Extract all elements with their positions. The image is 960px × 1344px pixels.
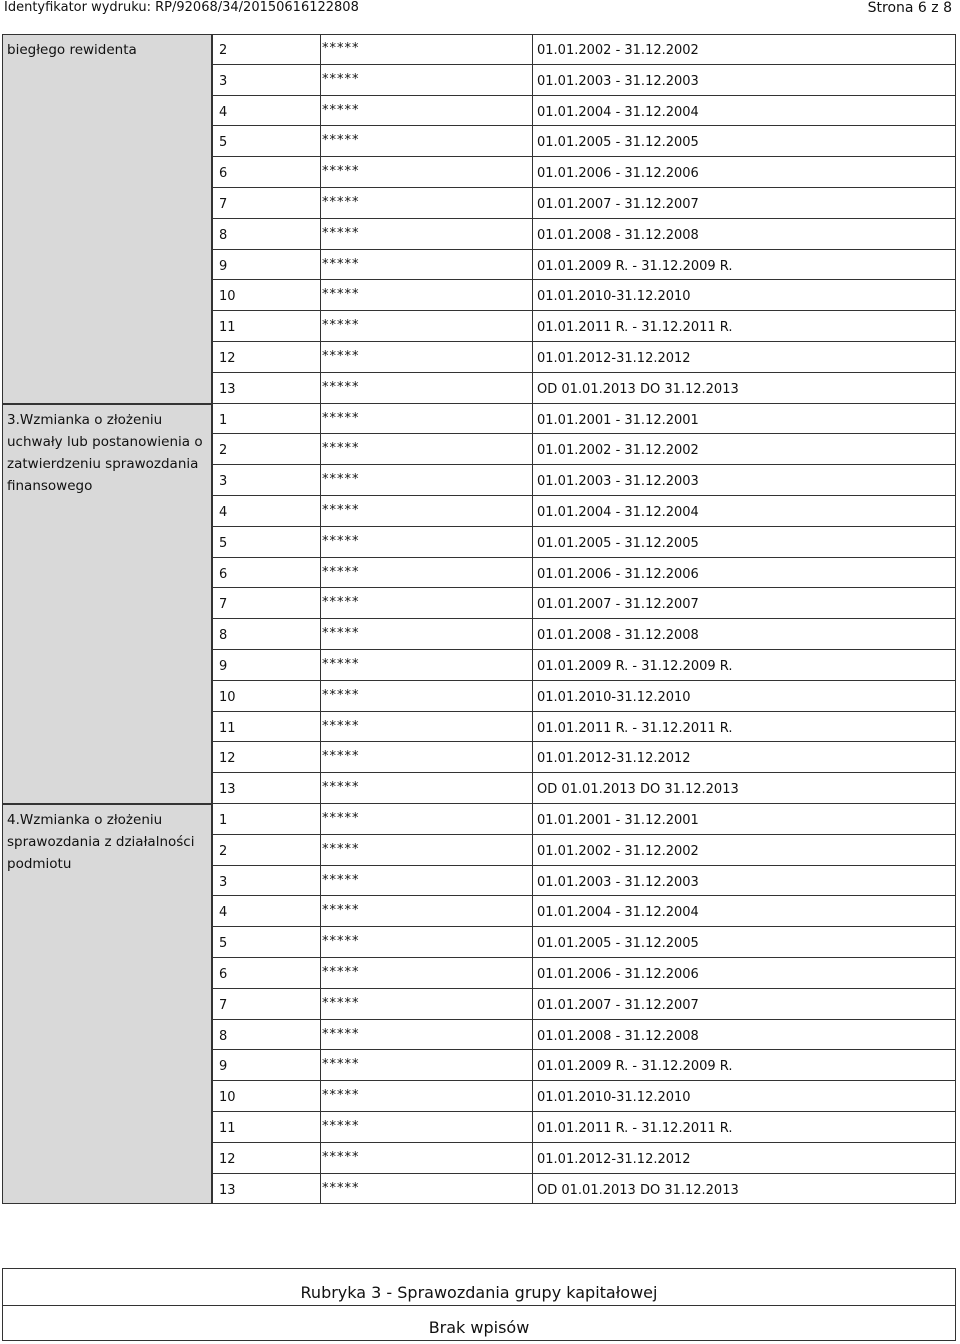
date-range: 01.01.2005 - 31.12.2005 [537, 135, 699, 151]
row-number: 13 [219, 1182, 236, 1198]
masked-value: ***** [322, 164, 360, 180]
masked-value: ***** [322, 656, 360, 672]
date-range: 01.01.2011 R. - 31.12.2011 R. [537, 1121, 733, 1136]
date-range: 01.01.2010-31.12.2010 [537, 1090, 691, 1106]
masked-value: ***** [322, 256, 360, 272]
table-row [212, 373, 956, 404]
table-row [212, 65, 956, 96]
masked-value: ***** [322, 595, 360, 611]
table-row [212, 866, 956, 897]
row-number: 1 [219, 813, 228, 828]
table-row [212, 157, 956, 188]
date-range: 01.01.2003 - 31.12.2003 [537, 73, 699, 89]
masked-value: ***** [322, 379, 360, 395]
row-number: 8 [219, 1028, 228, 1044]
table-row [212, 496, 956, 527]
date-range: 01.01.2008 - 31.12.2008 [537, 628, 699, 644]
masked-value: ***** [322, 934, 360, 950]
summary-title: Rubryka 3 - Sprawozdania grupy kapitałowej [300, 1283, 658, 1302]
column-divider [955, 404, 956, 804]
table-row [212, 311, 956, 342]
date-range: 01.01.2007 - 31.12.2007 [537, 597, 699, 613]
date-range: 01.01.2001 - 31.12.2001 [537, 412, 699, 428]
table-row [212, 34, 956, 65]
table-row [212, 404, 956, 435]
page-number: Strona 6 z 8 [867, 0, 952, 16]
masked-value: ***** [322, 287, 360, 303]
date-range: 01.01.2009 R. - 31.12.2009 R. [537, 1059, 733, 1075]
row-number: 4 [219, 504, 228, 520]
row-number: 12 [219, 351, 236, 366]
column-divider [212, 804, 213, 1204]
table-row [212, 958, 956, 989]
date-range: 01.01.2004 - 31.12.2004 [537, 905, 699, 921]
masked-value: ***** [322, 1180, 360, 1196]
row-number: 5 [219, 535, 228, 551]
column-divider [955, 34, 956, 404]
column-divider [532, 34, 533, 404]
date-range: 01.01.2011 R. - 31.12.2011 R. [537, 320, 733, 336]
row-number: 1 [219, 412, 228, 428]
table-row [212, 588, 956, 619]
table-row [212, 681, 956, 712]
table-row [212, 742, 956, 773]
date-range: 01.01.2006 - 31.12.2006 [537, 166, 699, 182]
column-divider [955, 804, 956, 1204]
date-range: 01.01.2002 - 31.12.2002 [537, 43, 699, 58]
masked-value: ***** [322, 872, 360, 888]
row-number: 13 [219, 381, 236, 397]
masked-value: ***** [322, 965, 360, 980]
date-range: OD 01.01.2013 DO 31.12.2013 [537, 1182, 739, 1198]
date-range: 01.01.2002 - 31.12.2002 [537, 443, 699, 459]
row-number: 11 [219, 320, 236, 336]
row-number: 13 [219, 782, 236, 798]
date-range: 01.01.2006 - 31.12.2006 [537, 566, 699, 582]
date-range: 01.01.2010-31.12.2010 [537, 689, 691, 705]
row-number: 2 [219, 843, 228, 859]
date-range: 01.01.2012-31.12.2012 [537, 751, 691, 767]
date-range: 01.01.2001 - 31.12.2001 [537, 813, 699, 828]
date-range: 01.01.2008 - 31.12.2008 [537, 1028, 699, 1044]
row-number: 8 [219, 628, 228, 644]
date-range: 01.01.2007 - 31.12.2007 [537, 197, 699, 212]
section-rows [212, 34, 956, 404]
date-range: OD 01.01.2013 DO 31.12.2013 [537, 381, 739, 397]
row-number: 7 [219, 997, 228, 1013]
row-number: 7 [219, 197, 228, 212]
column-divider [212, 404, 213, 804]
date-range: 01.01.2008 - 31.12.2008 [537, 227, 699, 243]
row-number: 9 [219, 258, 228, 274]
masked-value: ***** [322, 1088, 360, 1104]
date-range: 01.01.2012-31.12.2012 [537, 351, 691, 366]
section-label: 4.Wzmianka o złożeniu sprawozdania z działalności podmiotu [2, 804, 212, 1204]
print-identifier: Identyfikator wydruku: RP/92068/34/20150616122808 [4, 0, 359, 15]
row-number: 2 [219, 43, 228, 58]
table-row [212, 896, 956, 927]
table-top-border [2, 34, 956, 35]
table-row [212, 1174, 956, 1205]
masked-value: ***** [322, 441, 360, 457]
row-number: 5 [219, 135, 228, 151]
table-row [212, 527, 956, 558]
row-number: 9 [219, 1059, 228, 1075]
summary-divider [3, 1305, 955, 1306]
date-range: 01.01.2004 - 31.12.2004 [537, 504, 699, 520]
row-number: 6 [219, 566, 228, 582]
date-range: 01.01.2005 - 31.12.2005 [537, 936, 699, 952]
masked-value: ***** [322, 1149, 360, 1165]
row-number: 4 [219, 905, 228, 921]
masked-value: ***** [322, 903, 360, 919]
date-range: 01.01.2003 - 31.12.2003 [537, 874, 699, 890]
row-number: 10 [219, 689, 236, 705]
row-number: 7 [219, 597, 228, 613]
table-row [212, 927, 956, 958]
masked-value: ***** [322, 626, 360, 642]
masked-value: ***** [322, 41, 360, 56]
column-divider [320, 804, 321, 1204]
row-number: 11 [219, 720, 236, 736]
masked-value: ***** [322, 533, 360, 549]
row-number: 5 [219, 936, 228, 952]
date-range: 01.01.2007 - 31.12.2007 [537, 997, 699, 1013]
masked-value: ***** [322, 811, 360, 826]
masked-value: ***** [322, 472, 360, 488]
table-row [212, 1050, 956, 1081]
date-range: 01.01.2012-31.12.2012 [537, 1151, 691, 1167]
table-row [212, 712, 956, 743]
row-number: 12 [219, 1151, 236, 1167]
date-range: 01.01.2006 - 31.12.2006 [537, 967, 699, 982]
column-divider [320, 34, 321, 404]
table-row [212, 773, 956, 804]
masked-value: ***** [322, 687, 360, 703]
table-row [212, 804, 956, 835]
row-number: 6 [219, 166, 228, 182]
row-number: 10 [219, 289, 236, 305]
row-number: 3 [219, 73, 228, 89]
masked-value: ***** [322, 349, 360, 364]
masked-value: ***** [322, 502, 360, 518]
date-range: OD 01.01.2013 DO 31.12.2013 [537, 782, 739, 798]
masked-value: ***** [322, 102, 360, 118]
date-range: 01.01.2005 - 31.12.2005 [537, 535, 699, 551]
date-range: 01.01.2004 - 31.12.2004 [537, 104, 699, 120]
masked-value: ***** [322, 71, 360, 87]
masked-value: ***** [322, 1119, 360, 1134]
table-row [212, 1112, 956, 1143]
table-row [212, 835, 956, 866]
column-divider [532, 404, 533, 804]
section-label: biegłego rewidenta [2, 34, 212, 404]
table-row [212, 465, 956, 496]
row-number: 3 [219, 874, 228, 890]
row-number: 8 [219, 227, 228, 243]
table-row [212, 188, 956, 219]
row-number: 11 [219, 1121, 236, 1136]
row-number: 6 [219, 967, 228, 982]
date-range: 01.01.2009 R. - 31.12.2009 R. [537, 658, 733, 674]
row-number: 10 [219, 1090, 236, 1106]
print-header [0, 0, 960, 16]
table-row [212, 96, 956, 127]
table-row [212, 1143, 956, 1174]
table-row [212, 126, 956, 157]
masked-value: ***** [322, 1026, 360, 1042]
summary-box [2, 1268, 956, 1341]
table-row [212, 619, 956, 650]
section-rows [212, 404, 956, 804]
table-row [212, 989, 956, 1020]
masked-value: ***** [322, 564, 360, 580]
summary-text: Brak wpisów [428, 1318, 530, 1337]
masked-value: ***** [322, 841, 360, 857]
table-row [212, 1020, 956, 1051]
table-row [212, 280, 956, 311]
masked-value: ***** [322, 225, 360, 241]
column-divider [320, 404, 321, 804]
masked-value: ***** [322, 749, 360, 765]
table-row [212, 558, 956, 589]
section-label: 3.Wzmianka o złożeniu uchwały lub postanowienia o zatwierdzeniu sprawozdania finansowego [2, 404, 212, 804]
masked-value: ***** [322, 318, 360, 334]
table-row [212, 650, 956, 681]
masked-value: ***** [322, 718, 360, 734]
date-range: 01.01.2003 - 31.12.2003 [537, 474, 699, 490]
masked-value: ***** [322, 410, 360, 426]
section-rows [212, 804, 956, 1204]
date-range: 01.01.2009 R. - 31.12.2009 R. [537, 258, 733, 274]
table-row [212, 1081, 956, 1112]
date-range: 01.01.2002 - 31.12.2002 [537, 843, 699, 859]
table-row [212, 250, 956, 281]
table-row [212, 342, 956, 373]
date-range: 01.01.2010-31.12.2010 [537, 289, 691, 305]
column-divider [212, 34, 213, 404]
masked-value: ***** [322, 780, 360, 796]
masked-value: ***** [322, 133, 360, 149]
column-divider [532, 804, 533, 1204]
row-number: 12 [219, 751, 236, 767]
row-number: 2 [219, 443, 228, 459]
masked-value: ***** [322, 195, 360, 210]
masked-value: ***** [322, 995, 360, 1011]
table-row [212, 434, 956, 465]
row-number: 4 [219, 104, 228, 120]
row-number: 3 [219, 474, 228, 490]
table-row [212, 219, 956, 250]
masked-value: ***** [322, 1057, 360, 1073]
date-range: 01.01.2011 R. - 31.12.2011 R. [537, 720, 733, 736]
row-number: 9 [219, 658, 228, 674]
